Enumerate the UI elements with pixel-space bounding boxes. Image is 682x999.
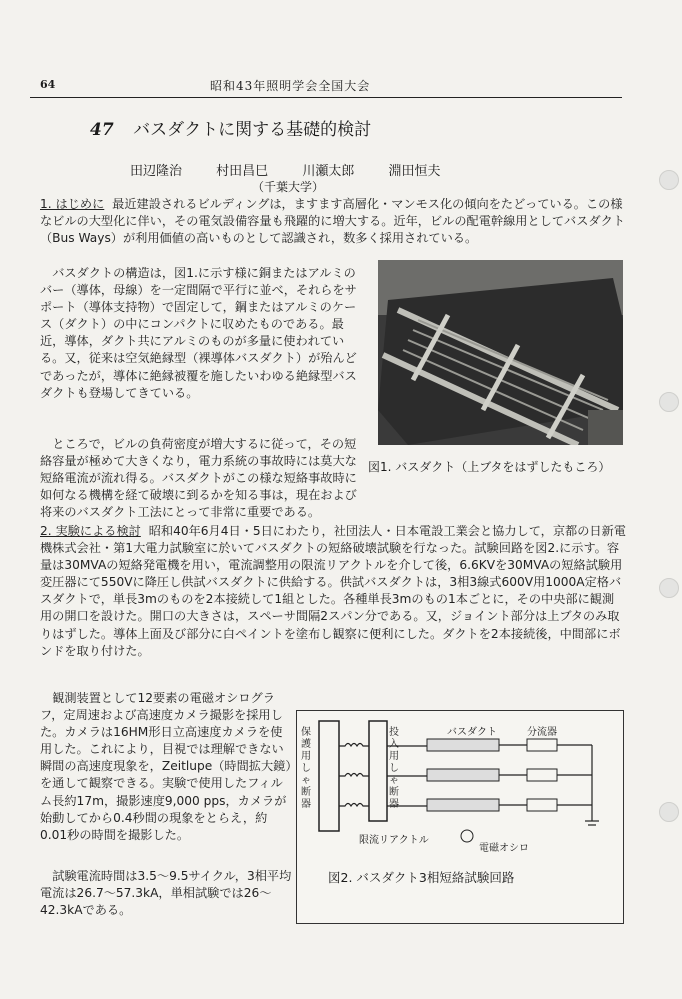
- binder-hole: [659, 170, 679, 190]
- reactor-label: 限流リアクトル: [359, 835, 429, 846]
- article-title: バスダクトに関する基礎的検討: [133, 120, 372, 140]
- measurement-paragraph: 観測装置として12要素の電磁オシログラフ，定周速および高速度カメラ撮影を採用した。カメラは16HM形日立高速度カメラを使用した。これにより，目視では理解できない瞬間の高速度現象を，Zeitlupe（時間拡大鏡）を通して観察できる。実験で使用したフィルム長約17m，撮影速度9,000 pps，カメラが始動してから0.4秒間の現象をとらえ，約0.01秒の時間を撮影した。: [40, 691, 292, 842]
- author-name: 田辺隆治: [130, 164, 183, 179]
- author-list: [130, 160, 470, 179]
- binder-hole: [659, 578, 679, 598]
- busduct-bar: [427, 739, 499, 751]
- author-name: 村田昌巳: [216, 164, 269, 179]
- resistor-label: 分流器: [527, 727, 557, 738]
- oscillo-label: 電磁オシロ: [479, 843, 529, 854]
- current-paragraph: 試験電流時間は3.5〜9.5サイクル，3相平均電流は26.7〜57.3kA，単相試験では26〜42.3kAである。: [40, 869, 292, 918]
- article-title-row: [90, 115, 371, 140]
- binder-hole: [659, 802, 679, 822]
- figure2-diagram: [296, 710, 624, 924]
- section-text: 昭和40年6月4日・5日にわたり，社団法人・日本電設工業会と協力して，京都の日新電機株式会社・第1大電力試験室に於いてバスダクトの短絡破壊試験を行なった。試験回路を図2.に示す。容量は30MVAの短絡発電機を用い，電流調整用の限流リアクトルを介して後，6.6KVを30MVAの短絡試験用変圧器にて550Vに降圧し供試バスダクトに供給する。供試バスダクトは，3相3線式600V用1000A定格バスダクトで，単長3mのものを2本接続して1組とした。各種単長3mのもの1本ごとに，その中央部に観測用の開口を設けた。開口の大きさは，スペーサ間隔2スパン分である。又，ジョイント部分は上ブタのみ取りはずした。導体上面及び部分に白ペイントを塗布し観察に便利にした。ダクトを2本接続後，中間部にボンドを取り付けた。: [40, 524, 626, 658]
- busduct-photo-image: [378, 260, 623, 445]
- figure1-photo: [378, 260, 623, 445]
- section-heading: 2. 実験による検討: [40, 524, 141, 538]
- middle-box-label: 投入用しゃ断器: [389, 727, 399, 810]
- failure-paragraph-a: ところで，ビルの負荷密度が増大するに従って，その短絡容量が極めて大きくなり，電力系統の事故時には莫大な短絡電流が流れ得る。バスダクトがこの様な短絡事故時に如何なる機構を経て破壊に到るかを知る事は，現在および将来のバスダクト工法にとって非常に重要である。: [40, 437, 357, 520]
- section-heading: 1. はじめに: [40, 197, 105, 211]
- figure1-caption: 図1. バスダクト（上ブタをはずしたもころ）: [368, 460, 611, 474]
- busduct-bar: [427, 799, 499, 811]
- resistor: [527, 799, 557, 811]
- author-name: 川瀬太郎: [302, 164, 355, 179]
- binder-hole: [659, 392, 679, 412]
- resistor: [527, 769, 557, 781]
- running-title: 昭和43年照明学会全国大会: [210, 79, 371, 93]
- left-breaker-box: [319, 721, 339, 831]
- affiliation: （千葉大学）: [252, 180, 325, 194]
- left-box-label: 保護用しゃ断器: [301, 727, 311, 810]
- resistor: [527, 739, 557, 751]
- structure-paragraph: バスダクトの構造は，図1.に示す様に銅またはアルミのバー（導体，母線）を一定間隔で平行に並べ，それらをサポート（導体支持物）で固定して，鋼またはアルミのケース（ダクト）の中にコンパクトに収めたものである。最近，導体，ダクト共にアルミのものが多量に使われている。又，従来は空気絶縁型（裸導体バスダクト）が殆んどであったが，導体に絶縁被覆を施したいわゆる絶縁型バスダクトも登場してきている。: [40, 266, 357, 400]
- author-name: 淵田恒夫: [388, 164, 441, 179]
- busduct-bar: [427, 769, 499, 781]
- section-text: 最近建設されるビルディングは，ますます高層化・マンモス化の傾向をたどっている。この様なビルの大型化に伴い，その電気設備容量も飛躍的に増大する。近年，ビルの配電幹線用としてバスダクト（Bus Ways）が利用価値の高いものとして認識され，数多く採用されている。: [40, 197, 625, 246]
- experiment-paragraph: [40, 523, 626, 660]
- page-number: 64: [40, 78, 56, 91]
- middle-breaker-box: [369, 721, 387, 821]
- busduct-label: バスダクト: [447, 727, 497, 738]
- header-rule: [30, 97, 622, 98]
- figure2-caption: 図2. バスダクト3相短絡試験回路: [328, 870, 515, 885]
- intro-paragraph: [40, 196, 626, 247]
- article-number: 47: [90, 120, 114, 140]
